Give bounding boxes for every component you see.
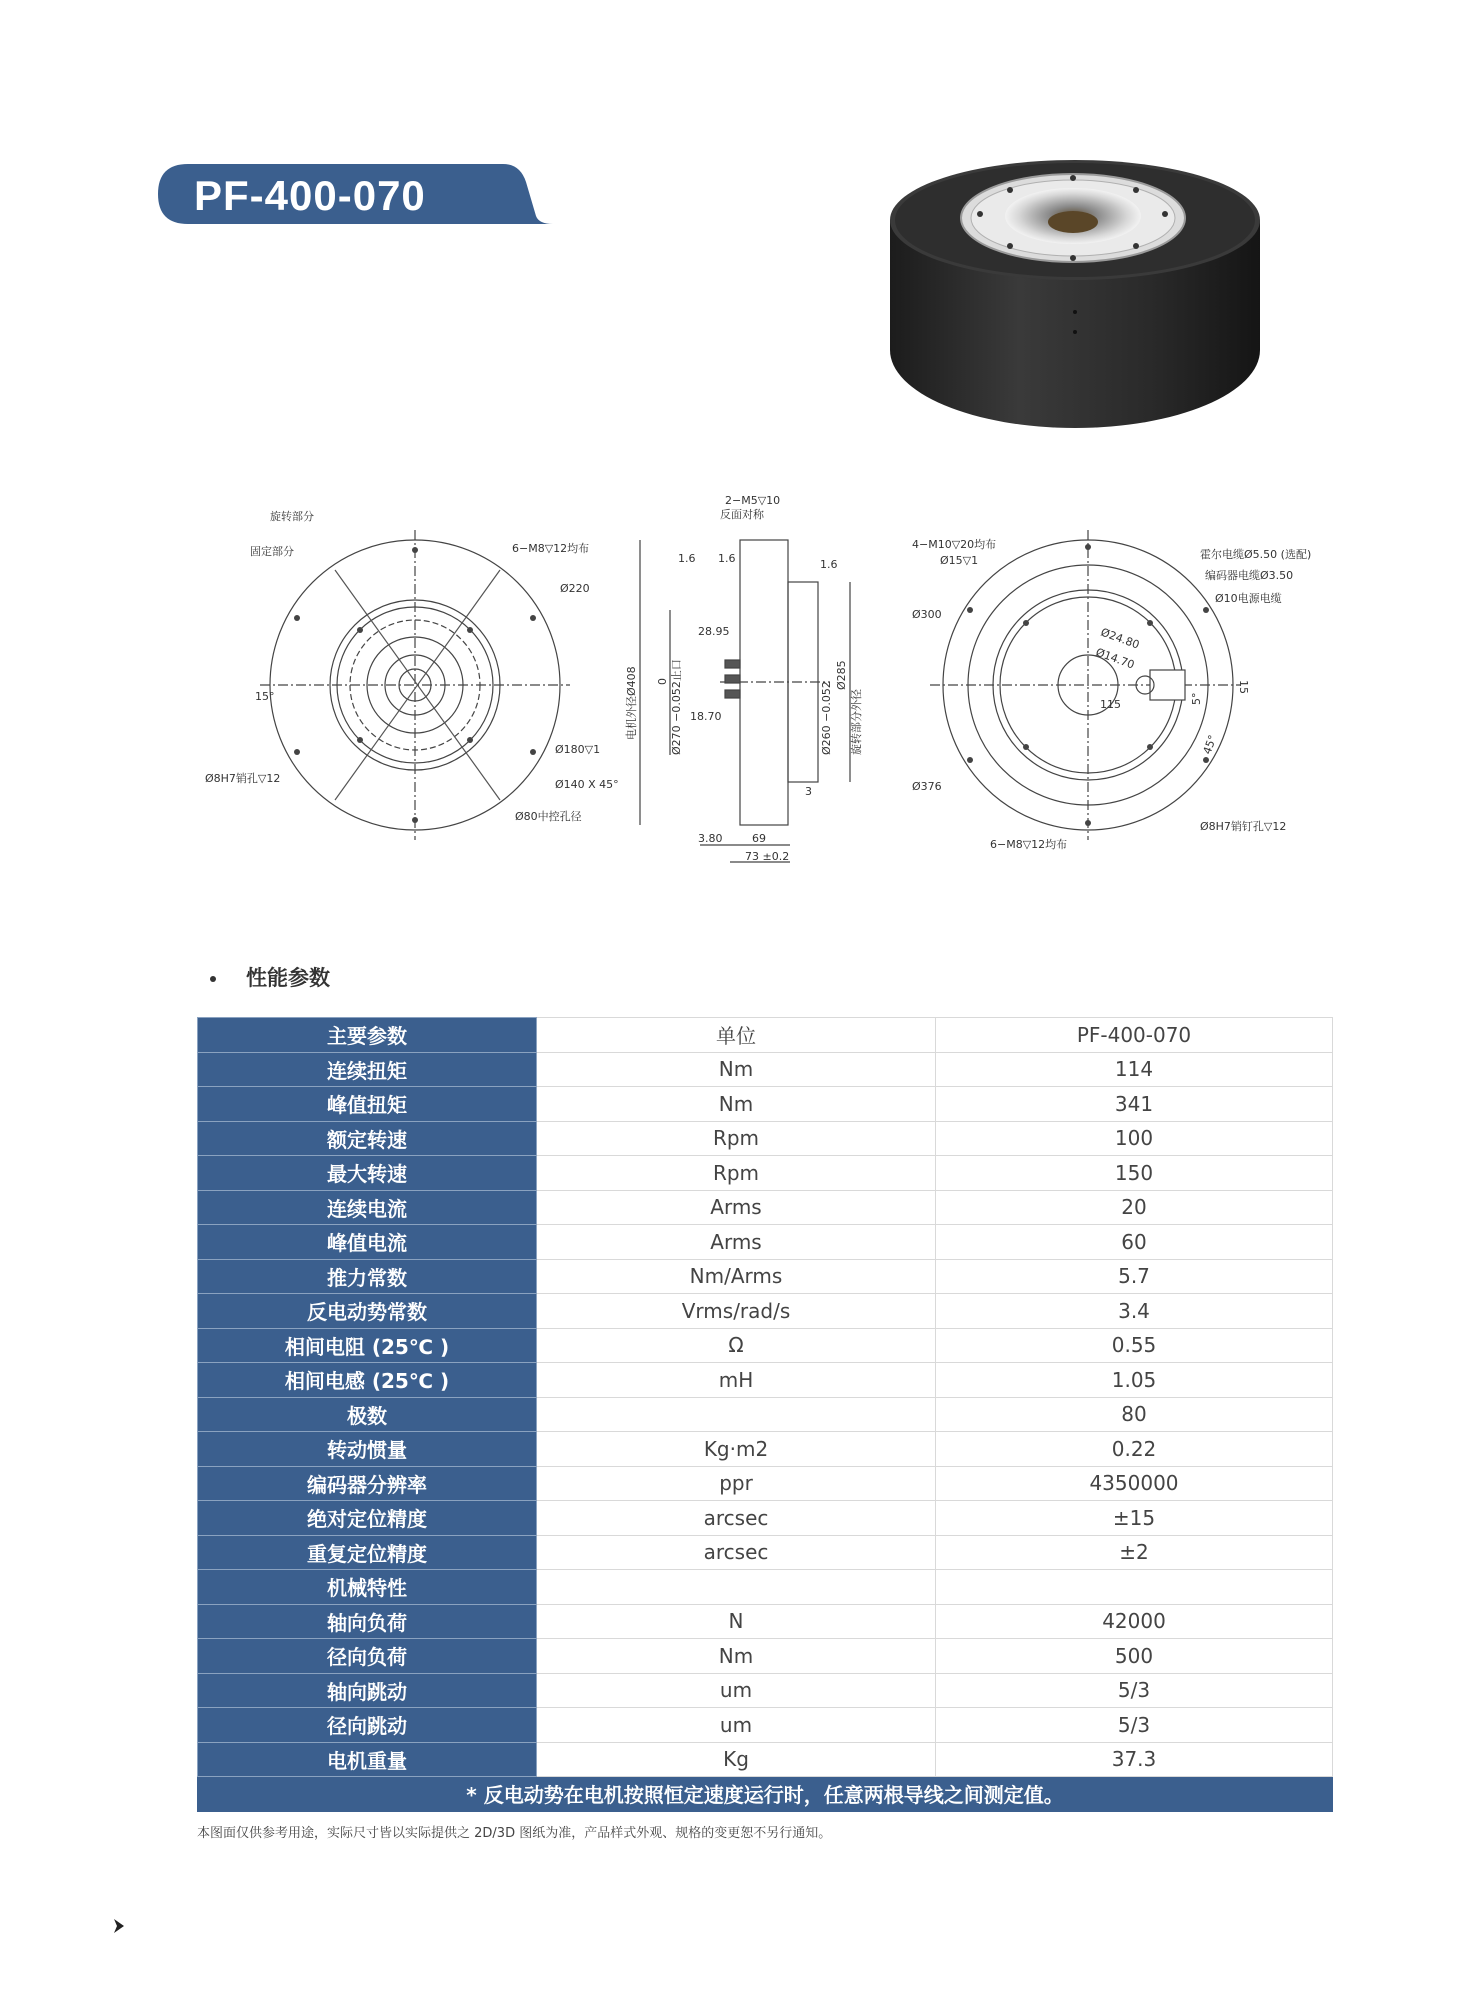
model-title: PF-400-070	[194, 172, 426, 219]
cell-param: 连续电流	[198, 1190, 537, 1225]
cell-value: 114	[936, 1052, 1333, 1087]
cell-param: 反电动势常数	[198, 1294, 537, 1329]
cell-unit: um	[537, 1708, 936, 1743]
cell-param: 极数	[198, 1397, 537, 1432]
cell-unit: arcsec	[537, 1535, 936, 1570]
cell-param: 径向负荷	[198, 1639, 537, 1674]
table-header-row	[198, 1018, 1333, 1053]
cell-unit	[537, 1570, 936, 1605]
cell-unit: Rpm	[537, 1156, 936, 1191]
cell-unit: Kg·m2	[537, 1432, 936, 1467]
cell-value: 5/3	[936, 1673, 1333, 1708]
back-label-11: 45°	[1200, 733, 1220, 757]
cell-value: 3.4	[936, 1294, 1333, 1329]
back-label-9: 15	[1237, 680, 1250, 694]
side-label-4: 1.6	[820, 558, 838, 571]
cell-param: 电机重量	[198, 1742, 537, 1777]
side-label-5: 28.95	[698, 625, 730, 638]
table-row	[198, 1466, 1333, 1501]
cell-param: 机械特性	[198, 1570, 537, 1605]
front-label-7: Ø140 X 45°	[555, 778, 619, 791]
cell-value: 5.7	[936, 1259, 1333, 1294]
cell-unit: um	[537, 1673, 936, 1708]
cell-value: 100	[936, 1121, 1333, 1156]
table-row	[198, 1225, 1333, 1260]
front-label-5: Ø8H7销孔▽12	[205, 772, 281, 785]
header-unit: 单位	[537, 1018, 936, 1053]
cell-param: 峰值电流	[198, 1225, 537, 1260]
cell-param: 相间电感 (25℃ )	[198, 1363, 537, 1398]
cell-unit: Rpm	[537, 1121, 936, 1156]
table-row	[198, 1190, 1333, 1225]
back-label-8: 115	[1100, 698, 1121, 711]
technical-drawing	[200, 490, 1312, 890]
side-label-3: 1.6	[718, 552, 736, 565]
side-label-0: 2−M5▽10	[725, 494, 781, 507]
side-label-1: 反面对称	[720, 508, 764, 521]
back-label-6: Ø24.80	[1098, 625, 1142, 652]
side-label-11: Ø285	[835, 660, 848, 690]
cell-value: 0.22	[936, 1432, 1333, 1467]
cell-param: 连续扭矩	[198, 1052, 537, 1087]
back-label-12: Ø376	[912, 780, 942, 793]
spec-table	[197, 1017, 1333, 1812]
cell-unit: Vrms/rad/s	[537, 1294, 936, 1329]
back-label-14: Ø8H7销钉孔▽12	[1200, 820, 1287, 833]
cell-param: 额定转速	[198, 1121, 537, 1156]
table-row	[198, 1328, 1333, 1363]
cell-unit: Nm/Arms	[537, 1259, 936, 1294]
cell-unit	[537, 1397, 936, 1432]
table-row	[198, 1156, 1333, 1191]
back-label-7: Ø14.70	[1093, 645, 1137, 672]
table-row	[198, 1259, 1333, 1294]
cell-value: 4350000	[936, 1466, 1333, 1501]
cell-param: 推力常数	[198, 1259, 537, 1294]
table-row	[198, 1397, 1333, 1432]
side-label-16: 73 ±0.2	[745, 850, 790, 863]
table-row	[198, 1708, 1333, 1743]
cell-param: 相间电阻 (25℃ )	[198, 1328, 537, 1363]
cell-value: 42000	[936, 1604, 1333, 1639]
cell-param: 绝对定位精度	[198, 1501, 537, 1536]
table-row	[198, 1294, 1333, 1329]
front-label-2: 6−M8▽12均布	[512, 542, 590, 555]
cell-param: 编码器分辨率	[198, 1466, 537, 1501]
cell-unit: Nm	[537, 1052, 936, 1087]
front-view-drawing	[260, 530, 570, 840]
cell-param: 轴向负荷	[198, 1604, 537, 1639]
cell-unit: Ω	[537, 1328, 936, 1363]
chevron-right-icon[interactable]	[110, 1916, 130, 1940]
cell-value: 37.3	[936, 1742, 1333, 1777]
cell-param: 轴向跳动	[198, 1673, 537, 1708]
table-row	[198, 1639, 1333, 1674]
front-label-1: 固定部分	[250, 545, 294, 558]
side-label-6: 18.70	[690, 710, 722, 723]
cell-unit: Nm	[537, 1087, 936, 1122]
cell-value: 20	[936, 1190, 1333, 1225]
bullet-icon	[210, 976, 216, 982]
back-label-0: 4−M10▽20均布	[912, 538, 997, 551]
back-view-drawing	[930, 530, 1240, 840]
table-row	[198, 1570, 1333, 1605]
cell-param: 最大转速	[198, 1156, 537, 1191]
back-label-5: Ø10电源电缆	[1215, 592, 1282, 605]
side-label-15: 69	[752, 832, 766, 845]
side-label-8: 0	[656, 678, 669, 685]
cell-unit: arcsec	[537, 1501, 936, 1536]
section-heading	[210, 962, 330, 992]
table-row	[198, 1535, 1333, 1570]
front-label-3: Ø220	[560, 582, 590, 595]
cell-unit: mH	[537, 1363, 936, 1398]
back-label-3: 霍尔电缆Ø5.50 (选配)	[1200, 548, 1312, 561]
back-label-1: Ø15▽1	[940, 554, 979, 567]
back-label-4: 编码器电缆Ø3.50	[1205, 569, 1294, 582]
table-row	[198, 1052, 1333, 1087]
disclaimer-text: 本图面仅供参考用途，实际尺寸皆以实际提供之 2D/3D 图纸为准，产品样式外观、规格的变更恕不另行通知。	[197, 1826, 832, 1841]
table-row	[198, 1742, 1333, 1777]
side-label-10: Ø260 −0.052	[820, 681, 833, 755]
table-row	[198, 1363, 1333, 1398]
front-label-4: 15°	[255, 690, 275, 703]
table-row	[198, 1432, 1333, 1467]
table-row	[198, 1673, 1333, 1708]
cell-value	[936, 1570, 1333, 1605]
cell-param: 转动惯量	[198, 1432, 537, 1467]
front-label-8: Ø80中控孔径	[515, 810, 582, 823]
back-label-13: 6−M8▽12均布	[990, 838, 1068, 851]
header-value: PF-400-070	[936, 1018, 1333, 1053]
table-row	[198, 1087, 1333, 1122]
table-note: * 反电动势在电机按照恒定速度运行时，任意两根导线之间测定值。	[198, 1777, 1333, 1812]
cell-value: ±2	[936, 1535, 1333, 1570]
cell-value: 0.55	[936, 1328, 1333, 1363]
side-label-13: 3	[805, 785, 812, 798]
cell-unit: Arms	[537, 1190, 936, 1225]
cell-value: 1.05	[936, 1363, 1333, 1398]
model-title-tab	[158, 164, 553, 224]
side-label-14: 3.80	[698, 832, 723, 845]
cell-unit: Arms	[537, 1225, 936, 1260]
cell-value: 5/3	[936, 1708, 1333, 1743]
cell-value: 150	[936, 1156, 1333, 1191]
cell-param: 径向跳动	[198, 1708, 537, 1743]
cell-unit: Kg	[537, 1742, 936, 1777]
side-label-12: 旋转部分外径	[850, 689, 863, 755]
cell-unit: Nm	[537, 1639, 936, 1674]
header-param: 主要参数	[198, 1018, 537, 1053]
cell-param: 重复定位精度	[198, 1535, 537, 1570]
table-row	[198, 1121, 1333, 1156]
back-label-2: Ø300	[912, 608, 942, 621]
back-label-10: 5°	[1190, 692, 1203, 705]
cell-value: 80	[936, 1397, 1333, 1432]
cell-value: 60	[936, 1225, 1333, 1260]
front-label-6: Ø180▽1	[555, 743, 601, 756]
cell-unit: N	[537, 1604, 936, 1639]
table-note-row	[198, 1777, 1333, 1812]
side-label-7: 电机外径Ø408	[625, 666, 638, 740]
side-label-9: Ø270 −0.052止口	[670, 659, 683, 755]
cell-value: 341	[936, 1087, 1333, 1122]
cell-value: 500	[936, 1639, 1333, 1674]
table-row	[198, 1604, 1333, 1639]
side-label-2: 1.6	[678, 552, 696, 565]
section-title: 性能参数	[246, 966, 330, 990]
motor-product-image	[880, 150, 1280, 440]
cell-unit: ppr	[537, 1466, 936, 1501]
cell-value: ±15	[936, 1501, 1333, 1536]
cell-param: 峰值扭矩	[198, 1087, 537, 1122]
table-row	[198, 1501, 1333, 1536]
front-label-0: 旋转部分	[270, 510, 314, 523]
